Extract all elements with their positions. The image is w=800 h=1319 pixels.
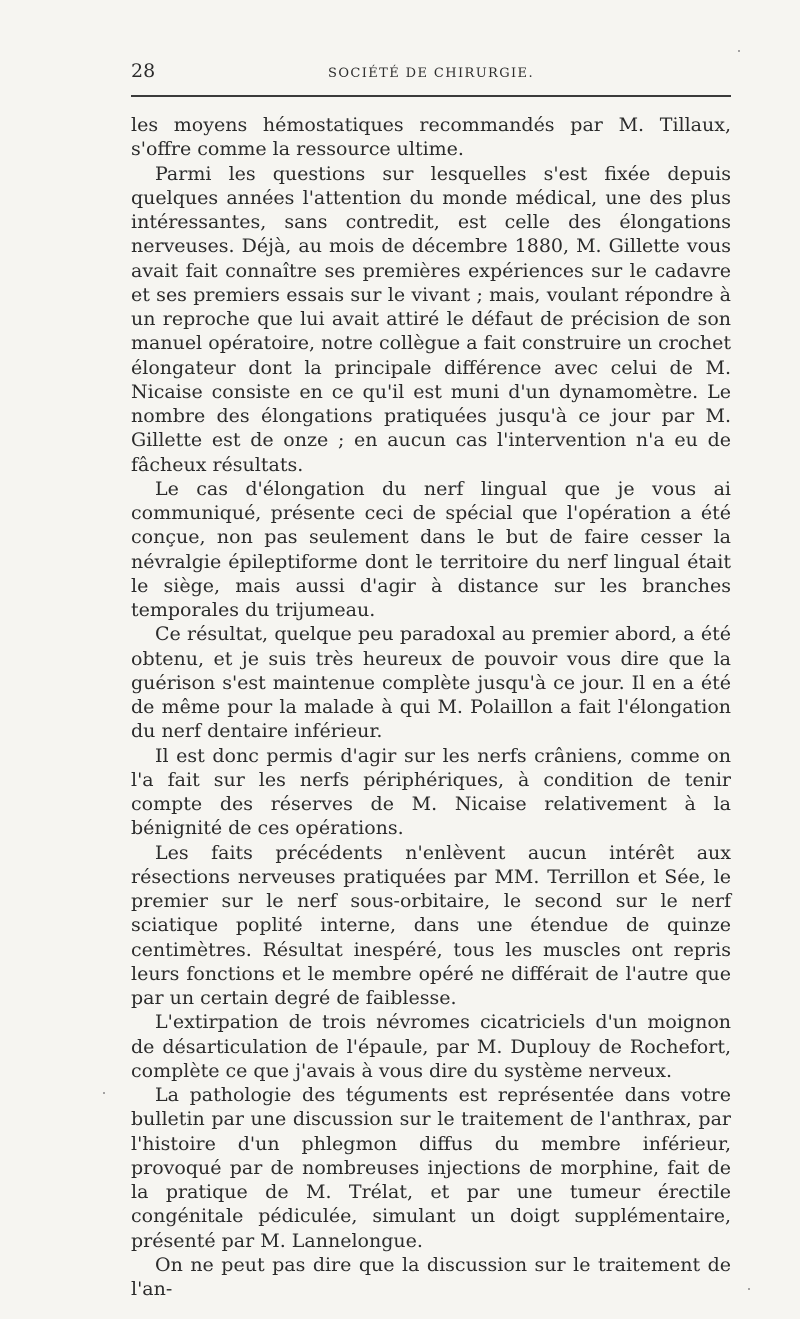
header-rule (131, 95, 731, 97)
paragraph: On ne peut pas dire que la discussion sur le traitement de l'an- (131, 1253, 731, 1300)
body-text (131, 113, 731, 1301)
paper-speck (738, 50, 740, 52)
paragraph: Le cas d'élongation du nerf lingual que je vous ai communiqué, présente ceci de spécial que l'opération a été conçue, non pas seulement dans le but de faire cesser la névralgie épileptiforme dont le territoire du nerf lingual était le siège, mais aussi d'agir à distance sur les branches temporales du trijumeau. (131, 477, 731, 621)
page-number: 28 (131, 60, 156, 82)
paper-speck (103, 1092, 105, 1094)
paragraph: Ce résultat, quelque peu paradoxal au premier abord, a été obtenu, et je suis très heureux de pouvoir vous dire que la guérison s'est maintenue complète jusqu'à ce jour. Il en a été de même pour la malade à qui M. Polaillon a fait l'élongation du nerf dentaire inférieur. (131, 623, 731, 743)
paragraph: Les faits précédents n'enlèvent aucun intérêt aux résections nerveuses pratiquées par MM. Terrillon et Sée, le premier sur le nerf sous-orbitaire, le second sur le nerf sciatique poplité interne, dans une étendue de quinze centimètres. Résultat inespéré, tous les muscles ont repris leurs fonctions et le membre opéré ne différait de l'autre que par un certain degré de faiblesse. (131, 841, 731, 1009)
paragraph: La pathologie des téguments est représentée dans votre bulletin par une discussion sur le traitement de l'anthrax, par l'histoire d'un phlegmon diffus du membre inférieur, provoqué par de nombreuses injections de morphine, fait de la pratique de M. Trélat, et par une tumeur érectile congénitale pédiculée, simulant un doigt supplémentaire, présenté par M. Lannelongue. (131, 1084, 731, 1252)
paragraph: Parmi les questions sur lesquelles s'est fixée depuis quelques années l'attention du monde médical, une des plus intéressantes, sans contredit, est celle des élongations nerveuses. Déjà, au mois de décembre 1880, M. Gillette vous avait fait connaître ses premières expériences sur le cadavre et ses premiers essais sur le vivant ; mais, voulant répondre à un reproche que lui avait attiré le défaut de précision de son manuel opératoire, notre collègue a fait construire un crochet élongateur dont la principale différence avec celui de M. Nicaise consiste en ce qu'il est muni d'un dynamomètre. Le nombre des élongations pratiquées jusqu'à ce jour par M. Gillette est de onze ; en aucun cas l'intervention n'a eu de fâcheux résultats. (131, 162, 731, 476)
running-title: SOCIÉTÉ DE CHIRURGIE. (328, 66, 534, 81)
page-header (131, 58, 731, 92)
paragraph: les moyens hémostatiques recommandés par M. Tillaux, s'offre comme la ressource ultime. (131, 114, 731, 161)
paper-speck (748, 1288, 750, 1290)
paragraph: Il est donc permis d'agir sur les nerfs crâniens, comme on l'a fait sur les nerfs périphériques, à condition de tenir compte des réserves de M. Nicaise relativement à la bénignité de ces opérations. (131, 744, 731, 840)
paragraph: L'extirpation de trois névromes cicatriciels d'un moignon de désarticulation de l'épaule, par M. Duplouy de Rochefort, complète ce que j'avais à vous dire du système nerveux. (131, 1011, 731, 1082)
